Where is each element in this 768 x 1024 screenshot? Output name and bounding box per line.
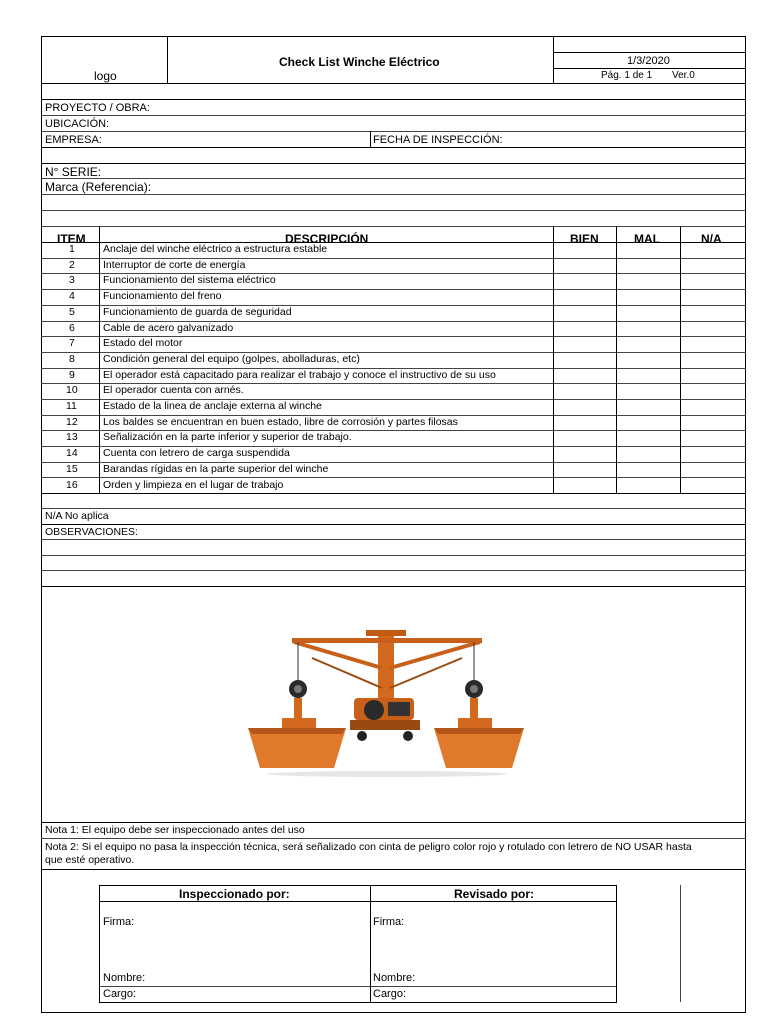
location-field-label: UBICACIÓN:	[45, 118, 110, 130]
check-cell-mal[interactable]	[617, 384, 680, 399]
item-description: Interruptor de corte de energía	[103, 259, 246, 271]
item-description: Estado de la linea de anclaje externa al winche	[103, 400, 322, 412]
na-note: N/A No aplica	[45, 510, 109, 522]
item-number: 4	[69, 290, 75, 302]
company-field-label: EMPRESA:	[45, 134, 102, 146]
column-header-description: DESCRIPCIÓN	[285, 232, 369, 246]
check-cell-bien[interactable]	[554, 479, 616, 494]
inspected-by-title: Inspeccionado por:	[179, 887, 290, 901]
check-cell-na[interactable]	[681, 384, 745, 399]
item-description: Funcionamiento del freno	[103, 290, 222, 302]
check-cell-na[interactable]	[681, 447, 745, 462]
check-cell-na[interactable]	[681, 431, 745, 446]
check-cell-bien[interactable]	[554, 384, 616, 399]
check-cell-bien[interactable]	[554, 447, 616, 462]
check-cell-mal[interactable]	[617, 337, 680, 352]
check-cell-na[interactable]	[681, 463, 745, 478]
check-cell-mal[interactable]	[617, 416, 680, 431]
inspector-role-field: Cargo:	[103, 988, 137, 1000]
check-cell-na[interactable]	[681, 290, 745, 305]
check-cell-bien[interactable]	[554, 463, 616, 478]
item-number: 11	[66, 400, 77, 412]
item-description: El operador cuenta con arnés.	[103, 384, 244, 396]
reviewed-by-title: Revisado por:	[454, 887, 535, 901]
check-cell-bien[interactable]	[554, 259, 616, 274]
check-cell-na[interactable]	[681, 306, 745, 321]
reviewer-signature-field: Firma:	[373, 916, 405, 928]
item-number: 3	[69, 274, 75, 286]
item-description: Señalización en la parte inferior y superior de trabajo.	[103, 431, 352, 443]
item-number: 2	[69, 259, 75, 271]
item-number: 8	[69, 353, 75, 365]
check-cell-na[interactable]	[681, 369, 745, 384]
check-cell-mal[interactable]	[617, 259, 680, 274]
item-description: Los baldes se encuentran en buen estado, libre de corrosión y partes filosas	[103, 416, 458, 428]
check-cell-na[interactable]	[681, 479, 745, 494]
check-cell-na[interactable]	[681, 353, 745, 368]
inspector-signature-field: Firma:	[103, 916, 135, 928]
check-cell-na[interactable]	[681, 416, 745, 431]
item-description: Estado del motor	[103, 337, 183, 349]
winch-image	[242, 628, 532, 778]
item-number: 5	[69, 306, 75, 318]
check-cell-bien[interactable]	[554, 337, 616, 352]
check-cell-bien[interactable]	[554, 369, 616, 384]
check-cell-mal[interactable]	[617, 369, 680, 384]
item-number: 16	[66, 479, 78, 491]
check-cell-bien[interactable]	[554, 290, 616, 305]
item-number: 13	[66, 431, 78, 443]
document-title: Check List Winche Eléctrico	[279, 55, 440, 69]
column-header-bien: BIEN	[570, 232, 599, 246]
brand-field-label: Marca (Referencia):	[45, 180, 152, 194]
check-cell-mal[interactable]	[617, 353, 680, 368]
check-cell-na[interactable]	[681, 322, 745, 337]
check-cell-mal[interactable]	[617, 290, 680, 305]
reviewer-name-field: Nombre:	[373, 972, 416, 984]
check-cell-mal[interactable]	[617, 306, 680, 321]
item-description: Orden y limpieza en el lugar de trabajo	[103, 479, 284, 491]
column-header-mal: MAL	[634, 232, 660, 246]
item-description: Funcionamiento de guarda de seguridad	[103, 306, 292, 318]
check-cell-bien[interactable]	[554, 431, 616, 446]
note-2-line-2: que esté operativo.	[45, 854, 135, 866]
check-cell-mal[interactable]	[617, 322, 680, 337]
check-cell-na[interactable]	[681, 243, 745, 258]
observations-label: OBSERVACIONES:	[45, 526, 138, 538]
check-cell-bien[interactable]	[554, 306, 616, 321]
check-cell-mal[interactable]	[617, 447, 680, 462]
check-cell-bien[interactable]	[554, 353, 616, 368]
item-number: 1	[69, 243, 75, 255]
item-description: Cable de acero galvanizado	[103, 322, 234, 334]
serial-field-label: N° SERIE:	[45, 165, 102, 179]
inspector-name-field: Nombre:	[103, 972, 146, 984]
column-header-na: N/A	[701, 232, 722, 246]
item-number: 10	[66, 384, 78, 396]
check-cell-mal[interactable]	[617, 274, 680, 289]
project-field-label: PROYECTO / OBRA:	[45, 102, 150, 114]
check-cell-na[interactable]	[681, 274, 745, 289]
check-cell-mal[interactable]	[617, 400, 680, 415]
document-date: 1/3/2020	[627, 55, 670, 67]
item-number: 6	[69, 322, 75, 334]
item-description: El operador está capacitado para realizar el trabajo y conoce el instructivo de su uso	[103, 369, 496, 381]
item-description: Cuenta con letrero de carga suspendida	[103, 447, 290, 459]
check-cell-mal[interactable]	[617, 479, 680, 494]
note-2-line-1: Nota 2: Si el equipo no pasa la inspección técnica, será señalizado con cinta de peligro color rojo y rotulado con letrero de NO USAR hasta	[45, 841, 692, 853]
note-1: Nota 1: El equipo debe ser inspeccionado antes del uso	[45, 824, 305, 836]
item-description: Condición general del equipo (golpes, abolladuras, etc)	[103, 353, 360, 365]
column-header-item: ITEM	[57, 232, 86, 246]
item-number: 14	[66, 447, 78, 459]
reviewer-role-field: Cargo:	[373, 988, 407, 1000]
item-description: Anclaje del winche eléctrico a estructura estable	[103, 243, 328, 255]
logo-placeholder: logo	[94, 69, 117, 83]
item-number: 15	[66, 463, 78, 475]
check-cell-na[interactable]	[681, 400, 745, 415]
check-cell-mal[interactable]	[617, 463, 680, 478]
version-label: Ver.0	[672, 70, 695, 81]
item-number: 12	[66, 416, 78, 428]
inspection-date-field-label: FECHA DE INSPECCIÓN:	[373, 134, 503, 146]
check-cell-bien[interactable]	[554, 416, 616, 431]
check-cell-mal[interactable]	[617, 243, 680, 258]
check-cell-bien[interactable]	[554, 400, 616, 415]
item-description: Barandas rígidas en la parte superior del winche	[103, 463, 329, 475]
page-number: Pág. 1 de 1	[601, 70, 653, 81]
item-description: Funcionamiento del sistema eléctrico	[103, 274, 276, 286]
check-cell-na[interactable]	[681, 337, 745, 352]
check-cell-bien[interactable]	[554, 322, 616, 337]
item-number: 9	[69, 369, 75, 381]
check-cell-mal[interactable]	[617, 431, 680, 446]
check-cell-bien[interactable]	[554, 243, 616, 258]
check-cell-na[interactable]	[681, 259, 745, 274]
item-number: 7	[69, 337, 75, 349]
check-cell-bien[interactable]	[554, 274, 616, 289]
